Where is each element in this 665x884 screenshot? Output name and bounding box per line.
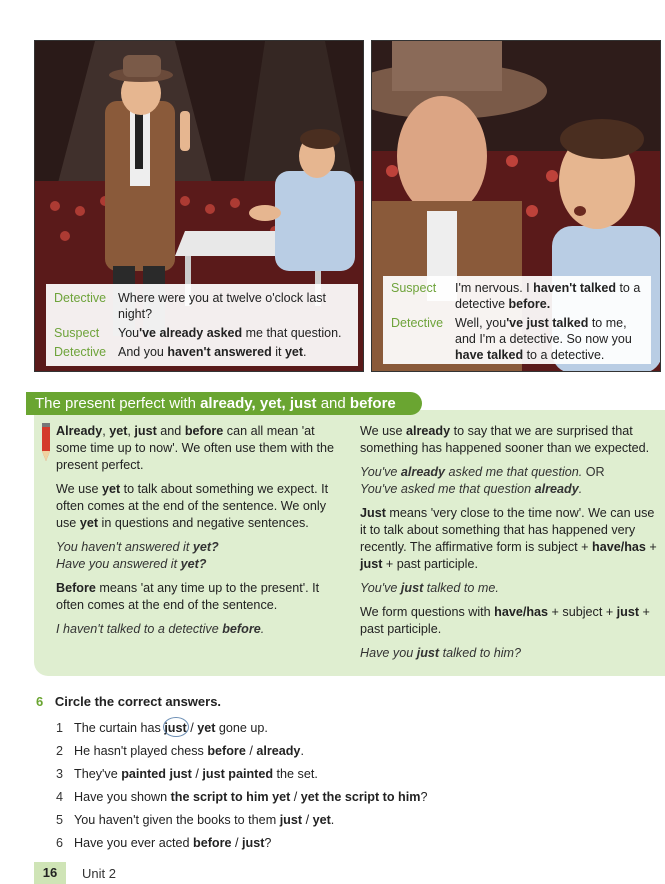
text-run: + past participle. [360,605,650,636]
text-run: 've already asked [139,326,243,340]
exercise-header [36,694,221,709]
text-run: already [534,482,579,496]
text-run: have/has [592,540,646,554]
text-run: before [193,836,232,850]
text-run: means 'very close to the time now'. We can use it to talk about something that has happened very recently. The affirmative form is subject + [360,506,655,554]
text-run: , [102,424,110,438]
dialogue-line [391,315,643,363]
text-run: just [134,424,157,438]
text-run: yet [284,345,304,359]
text-run: just [279,813,303,827]
exercise-item-text [74,813,334,827]
text-run: Before [56,581,96,595]
text-run: . [260,622,265,636]
text-run: to me, and I'm a detective. So now you [455,316,632,346]
exercise-item [56,743,304,759]
page-number: 16 [34,862,66,884]
text-run: have/has [494,605,549,619]
text-run: the script to him yet [170,790,291,804]
exercise-number: 6 [36,694,44,709]
exercise-item [56,812,334,828]
pencil-icon [36,421,54,463]
text-run: You haven't answered it [56,540,193,554]
exercise-item-number: 6 [56,836,64,850]
text-run: already [400,465,446,479]
dialogue-line [391,280,643,312]
text-run: + past participle. [382,557,478,571]
text-run: And you [118,345,168,359]
text-run: and [156,424,185,438]
text-run: just painted [202,767,274,781]
exercise-item-number: 3 [56,767,64,781]
dialogue-line [54,290,350,322]
text-run: in questions and negative sentences. [98,516,309,530]
exercise-item-text [74,767,318,781]
grammar-rule [56,423,346,474]
grammar-rule [360,604,660,638]
text-run: have talked [455,348,524,362]
text-run: just [164,721,187,735]
text-run: already [405,424,451,438]
text-run: Just [360,506,386,520]
exercise-item [56,835,271,851]
exercise-item [56,789,427,805]
text-run: Have you shown [74,790,171,804]
text-run: Well, you [455,316,507,330]
text-run: Already [56,424,103,438]
text-run: the set. [273,767,318,781]
speech-text [455,315,643,363]
text-run: just [400,581,424,595]
exercise-item [56,720,268,736]
text-run: haven't answered [167,345,272,359]
text-run: yet [197,721,216,735]
text-run: and [316,395,350,412]
text-run: just [616,605,640,619]
text-run: just [242,836,265,850]
text-run: yet? [180,557,207,571]
exercise-instruction: Circle the correct answers. [54,694,222,709]
text-run: . [578,482,583,496]
text-run: to talk about something we expect. It often comes at the end of the sentence. We only use [56,482,329,530]
text-run: You haven't given the books to them [74,813,280,827]
text-run: I'm nervous. I [455,281,534,295]
exercise-item-text [74,836,271,850]
speech-text [118,325,350,341]
text-run: , [127,424,135,438]
text-run: gone up. [215,721,268,735]
text-run: / [290,790,301,804]
text-run: / [245,744,257,758]
text-run: You've [360,581,401,595]
text-run: / [186,721,198,735]
text-run: ? [264,836,272,850]
grammar-example [360,580,660,597]
text-run: before [222,622,261,636]
speaker-label: Suspect [54,326,100,340]
answer-circle-mark [163,717,189,737]
grammar-example [56,539,346,573]
grammar-rule [360,423,660,457]
text-run: me that question. [242,326,342,340]
exercise-item-number: 1 [56,721,64,735]
text-run: talked to me. [423,581,499,595]
speaker-label: Detective [391,316,444,330]
text-run: yet the script to him [300,790,421,804]
dialogue-line [54,344,350,360]
text-run: yet [79,516,99,530]
text-run: to say that we are surprised that something has happened sooner than we expected. [360,424,650,455]
speech-text [455,280,643,312]
text-run: yet [312,813,331,827]
speech-text [118,344,350,360]
text-run: yet [101,482,121,496]
text-run: I haven't talked to a detective [56,622,223,636]
exercise-item-text [74,790,427,804]
text-run: means 'at any time up to the present'. It often comes at the end of the sentence. [56,581,320,612]
speech-text [118,290,350,322]
text-run: We use [56,482,102,496]
text-run: already [256,744,301,758]
text-run: We use [360,424,406,438]
text-run: The present perfect with [35,395,201,412]
text-run: / [191,767,203,781]
speaker-label: Detective [54,345,107,359]
text-run: You [118,326,140,340]
text-run: before [349,395,396,412]
text-run: ? [420,790,428,804]
speaker-label: Suspect [391,281,437,295]
grammar-rule [56,481,346,532]
dialogue-line [54,325,350,341]
grammar-left-column [56,423,346,645]
text-run: . [303,345,307,359]
text-run: asked me that question. [445,465,583,479]
text-run: before [184,424,224,438]
text-run: Have you ever acted [74,836,194,850]
grammar-example [360,464,660,498]
text-run: yet? [192,540,219,554]
text-run: They've [74,767,122,781]
text-run: He hasn't played chess [74,744,208,758]
exercise-item-number: 5 [56,813,64,827]
unit-label: Unit 2 [82,866,116,881]
exercise-item-number: 2 [56,744,64,758]
text-run: just [416,646,440,660]
text-run: / [231,836,243,850]
text-run: 've just talked [506,316,589,330]
panel-2-dialogue [383,276,651,364]
grammar-rule [56,580,346,614]
text-run: talked to him? [439,646,521,660]
text-run: before. [508,297,551,311]
exercise-item-text [74,744,304,758]
text-run: . [330,813,335,827]
text-run: Where were you at twelve o'clock last night? [118,291,327,321]
grammar-rule [360,505,660,573]
exercise-item [56,766,318,782]
text-run: can all mean 'at some time up to now'. We often use them with the present perfect. [56,424,334,472]
text-run: OR [582,465,605,479]
grammar-example [360,645,660,662]
panel-1-dialogue [46,284,358,366]
text-run: haven't talked [533,281,616,295]
text-run: already, yet, just [200,395,317,412]
text-run: it [271,345,285,359]
text-run: You've [360,465,401,479]
text-run: / [302,813,313,827]
text-run: to a detective. [523,348,605,362]
text-run: We form questions with [360,605,495,619]
text-run: to a detective [455,281,641,311]
text-run: You've asked me that question [360,482,535,496]
grammar-title [26,392,422,415]
speaker-label: Detective [54,291,107,305]
text-run: + subject + [548,605,617,619]
text-run: . [300,744,304,758]
text-run: The curtain has [74,721,165,735]
text-run: Have you [360,646,417,660]
text-run: yet [109,424,128,438]
grammar-right-column [360,423,660,669]
text-run: painted just [121,767,192,781]
text-run: + [645,540,657,554]
exercise-item-number: 4 [56,790,64,804]
text-run: Have you answered it [56,557,181,571]
grammar-example [56,621,346,638]
text-run: just [360,557,383,571]
text-run: before [207,744,246,758]
